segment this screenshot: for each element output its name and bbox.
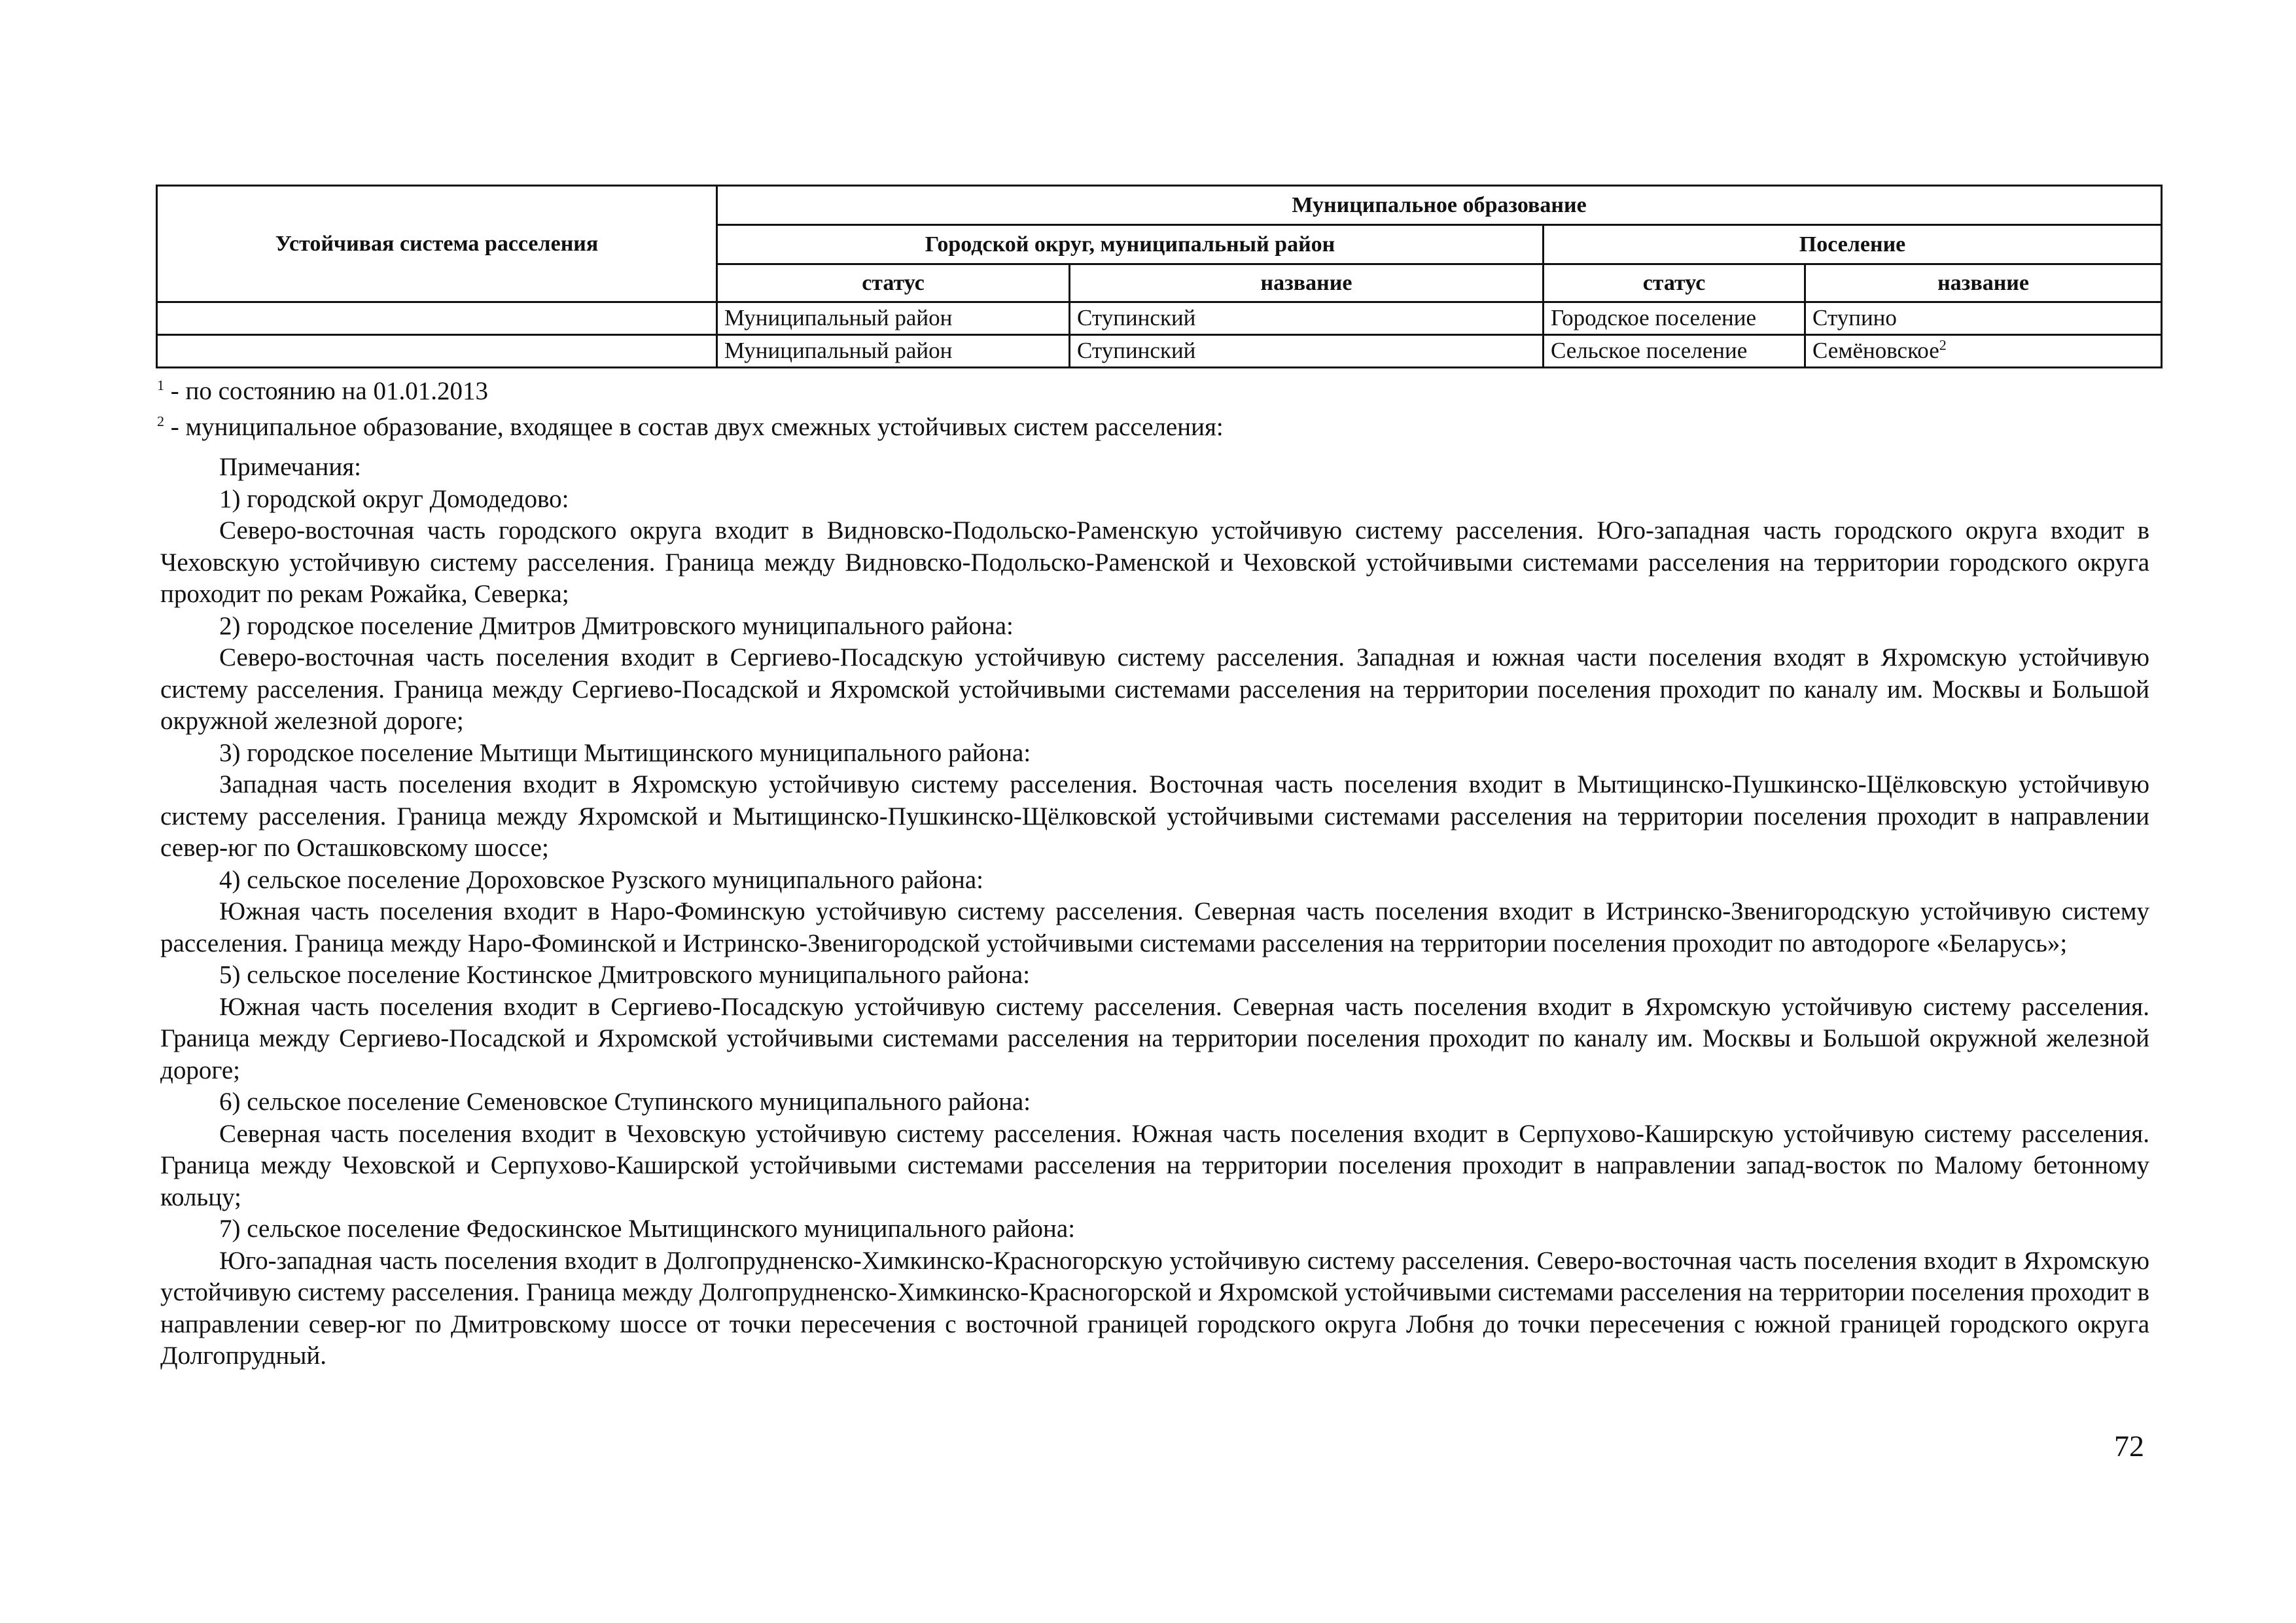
table-footnotes xyxy=(157,373,2162,445)
cell-system xyxy=(157,335,717,368)
note-body-7: Юго-западная часть поселения входит в Долгопрудненско-Химкинско-Красногорскую устойчивую систему расселения. Северо-восточная часть поселения входит в Яхромскую устойчивую систему расселения. Граница между Долгопрудненско-Химкинско-Красногорской и Яхромской устойчивыми системами расселения на территории поселения проходит в направлении север-юг по Дмитровскому шоссе от точки пересечения с восточной границей городского округа Лобня до точки пересечения с южной границей городского округа Долгопрудный. xyxy=(160,1246,2149,1370)
note-heading-6: 6) сельское поселение Семеновское Ступинского муниципального района: xyxy=(219,1088,1031,1116)
note-body-5: Южная часть поселения входит в Сергиево-Посадскую устойчивую систему расселения. Северная часть поселения входит в Яхромскую устойчивую систему расселения. Граница между Сергиево-Посадской и Яхромской устойчивыми системами расселения на территории поселения проходит по каналу им. Москвы и Большой окружной железной дороге; xyxy=(160,992,2149,1084)
footnote-2 xyxy=(157,409,2162,445)
footnote-1 xyxy=(157,373,2162,409)
settlement-name-text: Ступино xyxy=(1812,305,1897,331)
cell-system xyxy=(157,302,717,335)
table-header-row-1 xyxy=(157,186,2162,225)
settlement-systems-table xyxy=(156,185,2163,368)
header-settlement-status: статус xyxy=(1544,264,1805,302)
footnote-mark: 2 xyxy=(157,413,164,429)
note-body-2: Северо-восточная часть поселения входит в Сергиево-Посадскую устойчивую систему расселения. Западная и южная части поселения входят в Яхромскую устойчивую систему расселения. Граница между Сергиево-Посадской и Яхромской устойчивыми системами расселения на территории поселения проходит по каналу им. Москвы и Большой окружной железной дороге; xyxy=(160,643,2149,735)
table-row xyxy=(157,335,2162,368)
header-settlement-system: Устойчивая система расселения xyxy=(157,186,717,302)
note-body-1: Северо-восточная часть городского округа входит в Видновско-Подольско-Раменскую устойчивую систему расселения. Юго-западная часть городского округа входит в Чеховскую устойчивую систему расселения. Граница между Видновско-Подольско-Раменской и Чеховской устойчивыми системами расселения на территории городского округа проходит по рекам Рожайка, Северка; xyxy=(160,516,2149,608)
note-heading-2: 2) городское поселение Дмитров Дмитровского муниципального района: xyxy=(219,611,1014,640)
cell-settlement-status: Городское поселение xyxy=(1544,302,1805,335)
note-heading-7: 7) сельское поселение Федоскинское Мытищинского муниципального района: xyxy=(219,1215,1076,1243)
note-body-6: Северная часть поселения входит в Чеховскую устойчивую систему расселения. Южная часть поселения входит в Серпухово-Каширскую устойчивую систему расселения. Граница между Чеховской и Серпухово-Каширской устойчивыми системами расселения на территории поселения проходит в направлении запад-восток по Малому бетонному кольцу; xyxy=(160,1119,2149,1211)
header-district-group: Городской округ, муниципальный район xyxy=(717,225,1544,264)
cell-district-status: Муниципальный район xyxy=(717,302,1070,335)
cell-district-status: Муниципальный район xyxy=(717,335,1070,368)
notes-title: Примечания: xyxy=(219,453,361,481)
note-heading-5: 5) сельское поселение Костинское Дмитровского муниципального района: xyxy=(219,961,1031,989)
table-row xyxy=(157,302,2162,335)
note-body-3: Западная часть поселения входит в Яхромскую устойчивую систему расселения. Восточная часть поселения входит в Мытищинско-Пушкинско-Щёлковскую устойчивую систему расселения. Граница между Яхромской и Мытищинско-Пушкинско-Щёлковской устойчивыми системами расселения на территории поселения проходит в направлении север-юг по Осташковскому шоссе; xyxy=(160,770,2149,862)
page-number: 72 xyxy=(2114,1429,2144,1463)
header-district-status: статус xyxy=(717,264,1070,302)
footnote-text: - по состоянию на 01.01.2013 xyxy=(170,377,488,405)
header-municipal-formation: Муниципальное образование xyxy=(717,186,2162,225)
settlement-name-text: Семёновское xyxy=(1812,338,1939,364)
note-body-4: Южная часть поселения входит в Наро-Фоминскую устойчивую систему расселения. Северная часть поселения входит в Истринско-Звенигородскую устойчивую систему расселения. Граница между Наро-Фоминской и Истринско-Звенигородской устойчивыми системами расселения на территории поселения проходит по автодороге «Беларусь»; xyxy=(160,897,2149,957)
footnote-mark: 1 xyxy=(157,377,164,393)
notes-section xyxy=(160,452,2149,1372)
cell-settlement-name xyxy=(1805,302,2162,335)
cell-district-name: Ступинский xyxy=(1070,335,1544,368)
cell-settlement-status: Сельское поселение xyxy=(1544,335,1805,368)
note-heading-3: 3) городское поселение Мытищи Мытищинского муниципального района: xyxy=(219,738,1031,767)
header-settlement-group: Поселение xyxy=(1544,225,2162,264)
cell-settlement-name xyxy=(1805,335,2162,368)
header-settlement-name: название xyxy=(1805,264,2162,302)
note-heading-4: 4) сельское поселение Дороховское Рузского муниципального района: xyxy=(219,865,983,894)
footnote-text: - муниципальное образование, входящее в состав двух смежных устойчивых систем расселения: xyxy=(170,413,1224,441)
header-district-name: название xyxy=(1070,264,1544,302)
note-heading-1: 1) городской округ Домодедово: xyxy=(219,484,569,513)
cell-district-name: Ступинский xyxy=(1070,302,1544,335)
footnote-ref: 2 xyxy=(1939,336,1947,353)
